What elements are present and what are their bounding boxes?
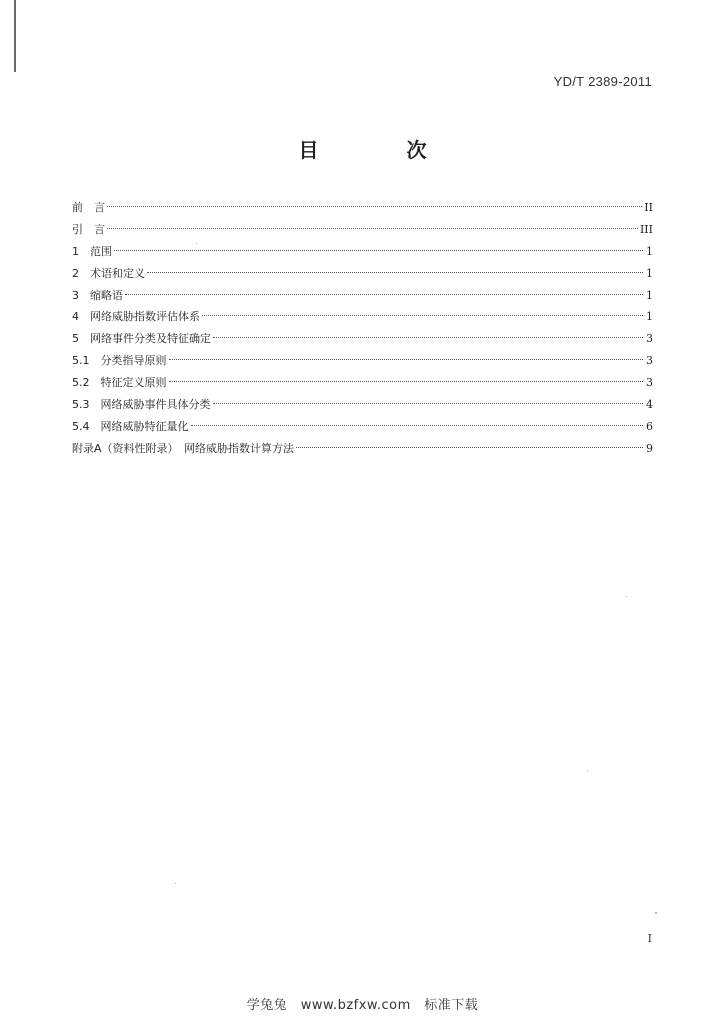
watermark-text: 学兔兔 www.bzfxw.com 标准下载 xyxy=(246,998,479,1013)
toc-leader-dots xyxy=(202,315,643,316)
toc-entry[interactable] xyxy=(72,372,653,394)
toc-entry[interactable] xyxy=(72,394,653,416)
toc-entry[interactable] xyxy=(72,285,653,307)
standard-code: YD/T 2389-2011 xyxy=(553,74,652,89)
toc-entry-label: 5 网络事件分类及特征确定 xyxy=(72,332,211,346)
toc-entry-page: 1 xyxy=(646,288,653,302)
scan-speck xyxy=(587,770,588,771)
toc-entry[interactable] xyxy=(72,263,653,285)
toc-entry[interactable] xyxy=(72,197,653,219)
toc-entry-page: 1 xyxy=(646,244,653,258)
binding-edge-line xyxy=(14,0,16,72)
toc-leader-dots xyxy=(191,425,644,426)
toc-entry-label: 5.3 网络威胁事件具体分类 xyxy=(72,398,211,412)
toc-entry[interactable] xyxy=(72,350,653,372)
toc-leader-dots xyxy=(107,206,642,207)
toc-entry-page: 6 xyxy=(646,419,653,433)
toc-entry[interactable] xyxy=(72,306,653,328)
toc-leader-dots xyxy=(107,228,638,229)
toc-entry-label: 附录A（资料性附录） 网络威胁指数计算方法 xyxy=(72,441,295,455)
toc-leader-dots xyxy=(213,337,643,338)
toc-list xyxy=(72,197,653,460)
toc-leader-dots xyxy=(147,272,643,273)
toc-entry-page: 3 xyxy=(646,376,653,390)
toc-entry-page: 3 xyxy=(646,332,653,346)
toc-leader-dots xyxy=(169,359,644,360)
toc-entry-label: 前 言 xyxy=(72,201,105,214)
toc-entry-page: II xyxy=(644,201,653,214)
scan-speck xyxy=(196,243,197,244)
toc-entry[interactable] xyxy=(72,328,653,350)
toc-leader-dots xyxy=(125,294,643,295)
toc-entry-label: 5.1 分类指导原则 xyxy=(72,354,167,368)
toc-entry[interactable] xyxy=(72,241,653,263)
toc-entry-page: 1 xyxy=(646,266,653,280)
toc-entry-label: 引 言 xyxy=(72,222,105,236)
toc-entry-label: 1 范围 xyxy=(72,244,112,258)
toc-entry[interactable] xyxy=(72,219,653,241)
toc-title: 目 次 xyxy=(298,138,461,162)
scan-speck xyxy=(175,883,176,884)
toc-leader-dots xyxy=(114,250,643,251)
scan-speck xyxy=(626,596,627,597)
toc-entry[interactable] xyxy=(72,438,653,460)
toc-entry-label: 3 缩略语 xyxy=(72,288,123,302)
page-number: I xyxy=(647,932,652,945)
toc-entry[interactable] xyxy=(72,416,653,438)
toc-entry-label: 5.4 网络威胁特征量化 xyxy=(72,419,189,433)
toc-entry-label: 2 术语和定义 xyxy=(72,266,145,280)
toc-entry-page: 3 xyxy=(646,354,653,368)
toc-entry-label: 5.2 特征定义原则 xyxy=(72,376,167,390)
toc-entry-page: III xyxy=(639,222,653,236)
toc-entry-page: 9 xyxy=(646,441,653,455)
toc-entry-label: 4 网络威胁指数评估体系 xyxy=(72,310,200,324)
toc-leader-dots xyxy=(296,447,643,448)
toc-entry-page: 4 xyxy=(646,398,653,412)
toc-leader-dots xyxy=(213,403,644,404)
scan-speck xyxy=(655,912,657,914)
toc-leader-dots xyxy=(169,381,644,382)
toc-entry-page: 1 xyxy=(646,310,653,324)
